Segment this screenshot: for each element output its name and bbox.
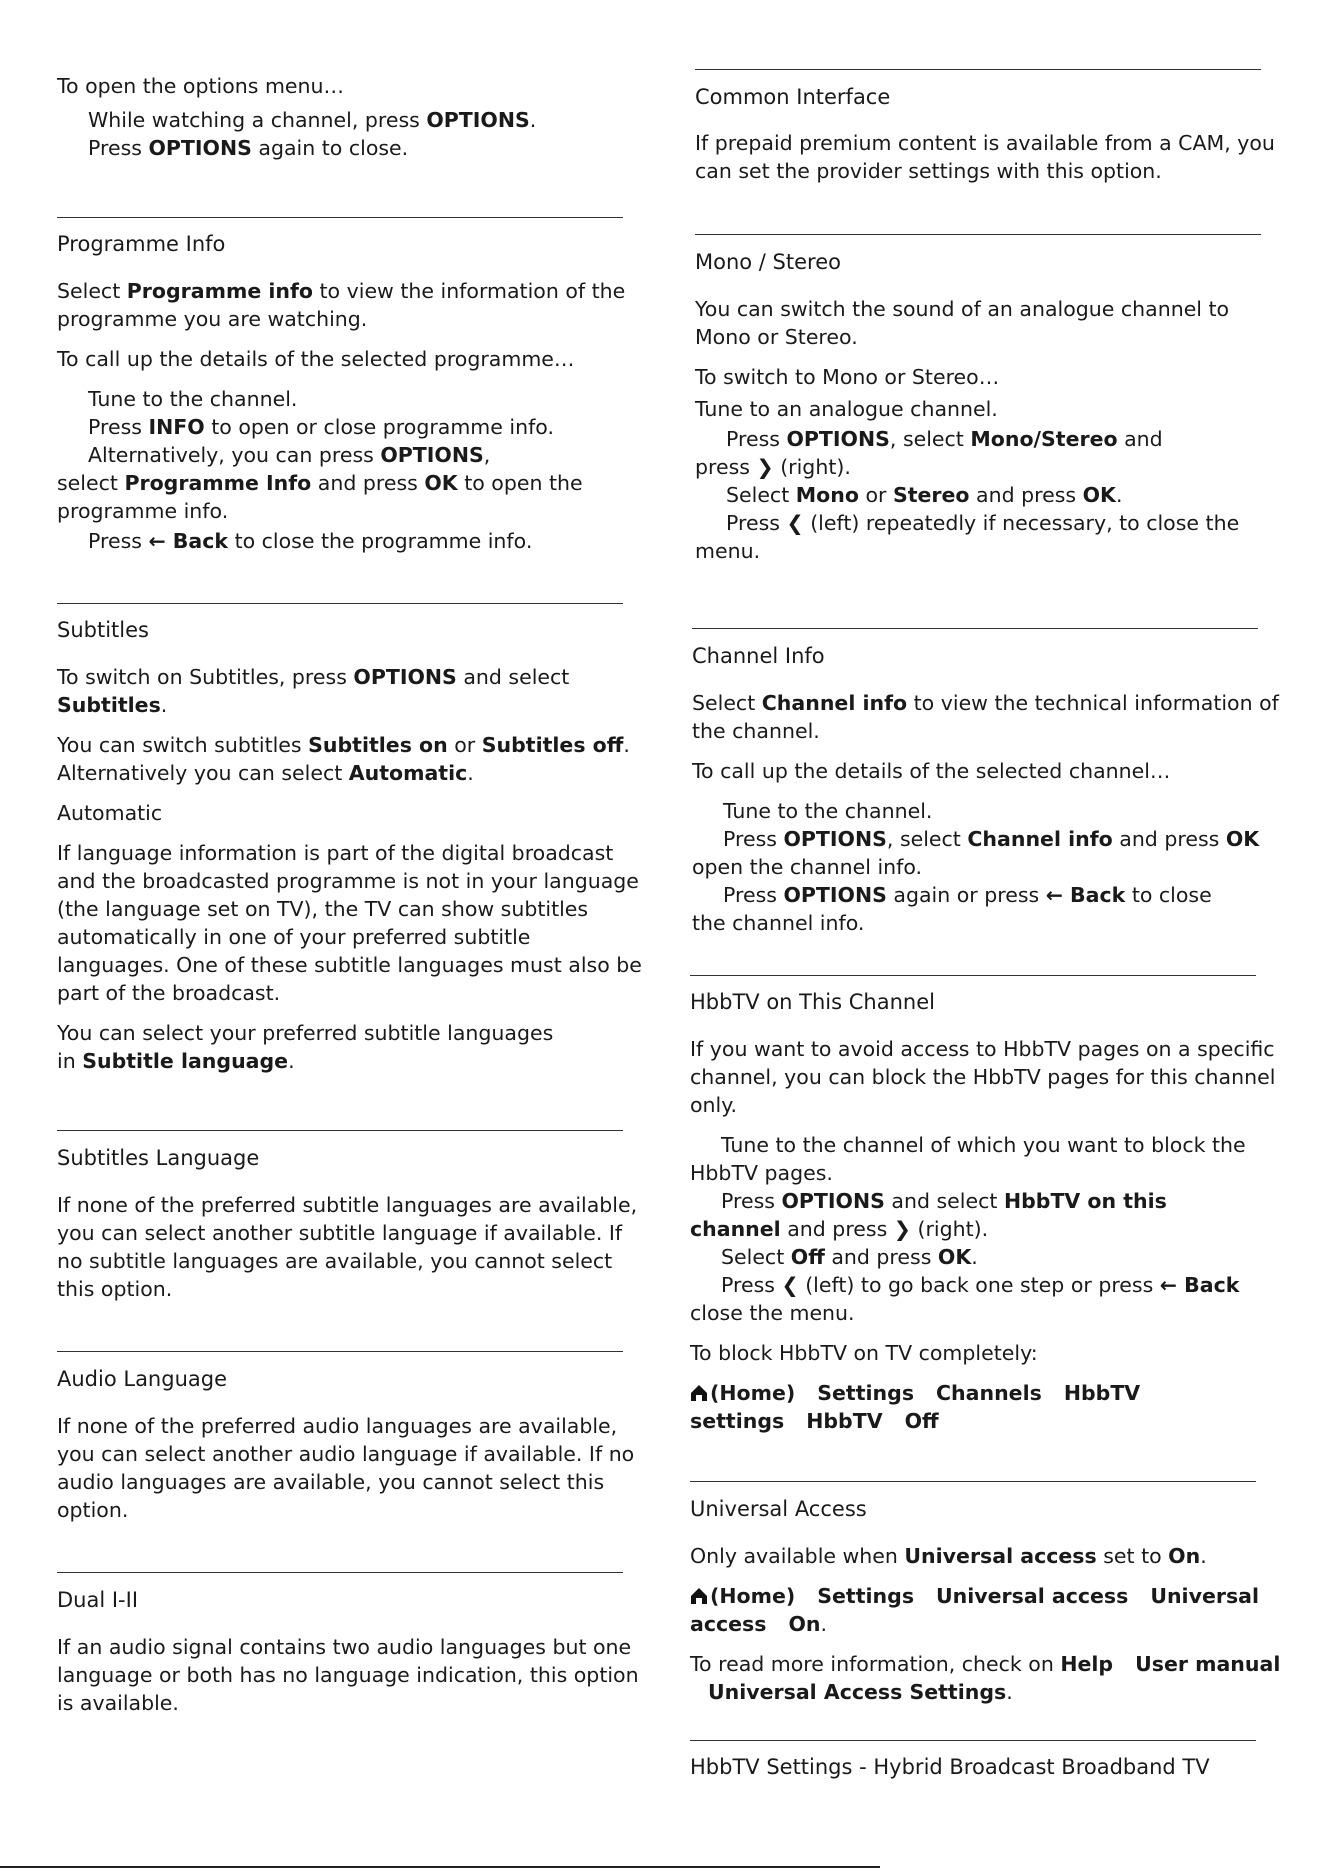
section-heading: Channel Info — [692, 644, 825, 668]
intro-step: Press OPTIONS again to close. — [88, 136, 409, 160]
subheading: Automatic — [57, 801, 163, 825]
section-heading: Dual I-II — [57, 1588, 139, 1612]
section-divider — [57, 1351, 623, 1352]
intro-step: While watching a channel, press OPTIONS. — [88, 108, 537, 132]
section-divider — [695, 234, 1261, 235]
subtitles-language-body: If none of the preferred subtitle languages are available, you can select another subtitle language if available. If no subtitle languages are available, you cannot select this option. — [57, 1193, 638, 1301]
menu-path: access On. — [690, 1612, 828, 1636]
home-icon — [690, 1384, 708, 1402]
menu-path: settings HbbTV Off — [690, 1409, 939, 1433]
channel-info-body: Select Channel info to view the technical information of the channel. To call up the details of the selected channel… Tune to the channel. Press OPTIONS, select Channel info and press OK open the channel info. Press OPTIONS again or press ← Back to close the channel info. — [692, 691, 1279, 935]
subtitles-body: To switch on Subtitles, press OPTIONS and select Subtitles. You can switch subtitles Subtitles on or Subtitles off. Alternatively you can select Automatic. Automatic If language information is part of the digital broadcast and the broadcasted programme is not in your language (the language set on TV), the TV can show subtitles automatically in one of your preferred subtitle languages. One of these subtitle languages must also be part of the broadcast. You can select your preferred subtitle languages in Subtitle language. — [57, 665, 642, 1073]
section-heading: HbbTV Settings - Hybrid Broadcast Broadband TV — [690, 1755, 1210, 1779]
section-divider — [695, 69, 1261, 70]
universal-access-body: Only available when Universal access set to On. (Home) Settings Universal access Universal access On. To read more information, check on Help User manual Universal Access Settings. — [690, 1544, 1281, 1704]
section-divider — [57, 603, 623, 604]
section-divider — [692, 628, 1258, 629]
section-heading: Common Interface — [695, 85, 891, 109]
chevron-left-icon: ❮ — [786, 511, 804, 535]
section-heading: Audio Language — [57, 1367, 227, 1391]
section-divider — [690, 1481, 1256, 1482]
section-heading: Universal Access — [690, 1497, 867, 1521]
programme-info-body: Select Programme info to view the information of the programme you are watching. To call up the details of the selected programme… Tune to the channel. Press INFO to open or close programme info. Alternatively, you can press OPTIONS, select Programme Info and press OK to open the programme info. Press ← Back to close the programme info. — [57, 279, 626, 553]
dual-body: If an audio signal contains two audio languages but one language or both has no language indication, this option is available. — [57, 1635, 639, 1715]
intro-block — [57, 72, 536, 162]
section-divider — [690, 1740, 1256, 1741]
section-heading: Subtitles — [57, 618, 149, 642]
hbbtv-channel-body: If you want to avoid access to HbbTV pages on a specific channel, you can block the HbbTV pages for this channel only. Tune to the channel of which you want to block the HbbTV pages. Press OPTIONS and select HbbTV on this channel and press ❯ (right). Select Off and press OK. Press ❮ (left) to go back one step or press ← Back close the menu. To block HbbTV on TV completely: (Home) Settings Channels HbbTV settings HbbTV Off — [690, 1037, 1276, 1433]
chevron-left-icon: ❮ — [781, 1273, 799, 1297]
section-heading: Mono / Stereo — [695, 250, 841, 274]
menu-path: (Home) Settings Channels HbbTV — [690, 1379, 1275, 1407]
intro-line: To open the options menu… — [57, 74, 345, 98]
chevron-right-icon: ❯ — [893, 1217, 911, 1241]
section-divider — [690, 975, 1256, 976]
footer-line — [0, 1866, 880, 1868]
section-heading: Subtitles Language — [57, 1146, 260, 1170]
section-divider — [57, 1130, 623, 1131]
section-divider — [57, 217, 623, 218]
audio-language-body: If none of the preferred audio languages are available, you can select another audio language if available. If no audio languages are available, you cannot select this option. — [57, 1414, 635, 1522]
section-heading: Programme Info — [57, 232, 226, 256]
chevron-right-icon: ❯ — [756, 455, 774, 479]
section-divider — [57, 1572, 623, 1573]
mono-stereo-body: You can switch the sound of an analogue channel to Mono or Stereo. To switch to Mono or Stereo… Tune to an analogue channel. Press OPTIONS, select Mono/Stereo and press ❯ (right). Select Mono or Stereo and press OK. Press ❮ (left) repeatedly if necessary, to close the menu. — [695, 297, 1240, 563]
home-icon — [690, 1587, 708, 1605]
menu-path: (Home) Settings Universal access Universal — [690, 1582, 1280, 1610]
section-heading: HbbTV on This Channel — [690, 990, 935, 1014]
common-interface-body: If prepaid premium content is available from a CAM, you can set the provider settings with this option. — [695, 131, 1275, 183]
